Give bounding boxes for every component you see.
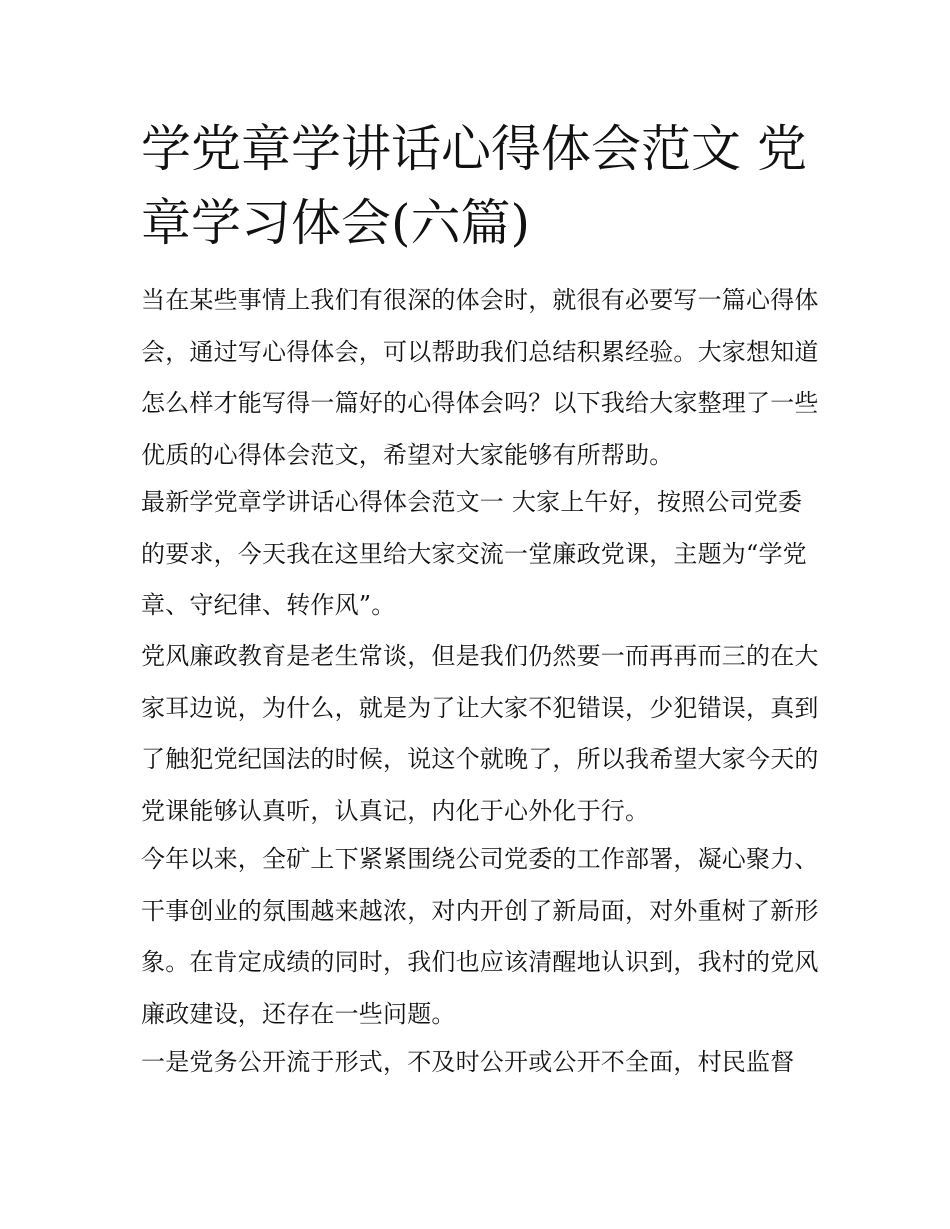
paragraph-essay-one-opening: 最新学党章学讲话心得体会范文一 大家上午好，按照公司党委的要求，今天我在这里给大家交流一堂廉政党课，主题为“学党章、守纪律、转作风”。 — [141, 488, 807, 619]
paragraph-intro: 当在某些事情上我们有很深的体会时，就很有必要写一篇心得体会，通过写心得体会，可以帮助我们总结积累经验。大家想知道怎么样才能写得一篇好的心得体会吗？以下我给大家整理了一些优质的心得体会范文，希望对大家能够有所帮助。 — [141, 286, 819, 469]
paragraph-point-one: 一是党务公开流于形式，不及时公开或公开不全面，村民监督 — [141, 1048, 795, 1076]
paragraph-this-year: 今年以来，全矿上下紧紧围绕公司党委的工作部署，凝心聚力、干事创业的氛围越来越浓，对内开创了新局面，对外重树了新形象。在肯定成绩的同时，我们也应该清醒地认识到，我村的党风廉政建设，还存在一些问题。 — [141, 845, 819, 1028]
document-title: 学党章学讲话心得体会范文 党章学习体会(六篇) — [141, 120, 807, 252]
paragraph-education: 党风廉政教育是老生常谈，但是我们仍然要一而再再而三的在大家耳边说，为什么，就是为了让大家不犯错误，少犯错误，真到了触犯党纪国法的时候，说这个就晚了，所以我希望大家今天的党课能够认真听，认真记，内化于心外化于行。 — [141, 642, 819, 825]
